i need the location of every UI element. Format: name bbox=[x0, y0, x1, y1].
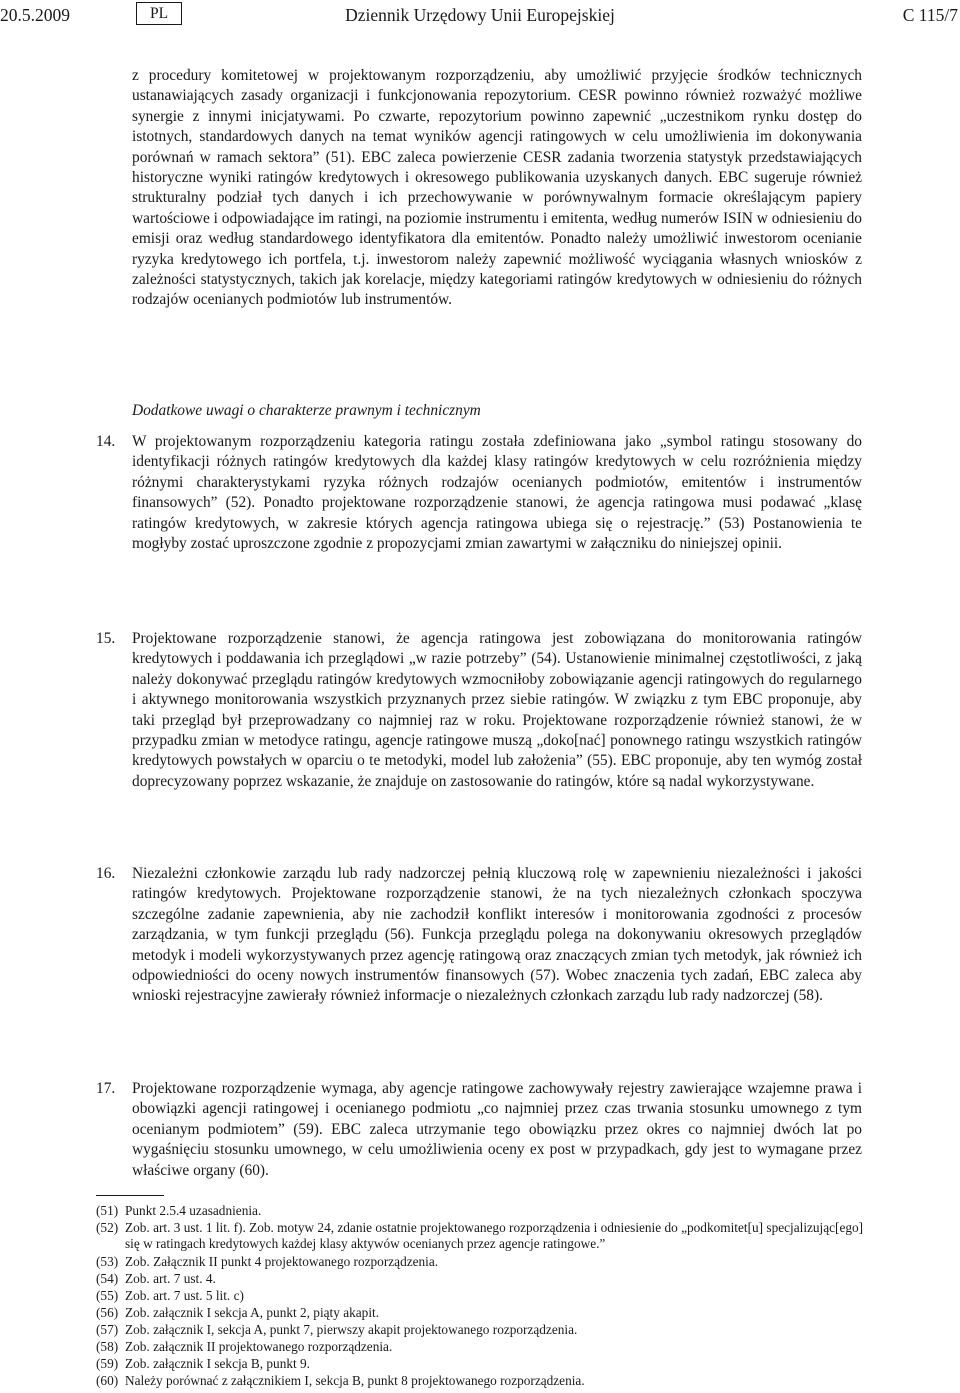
paragraph-17 bbox=[96, 1079, 862, 1181]
footnote-separator bbox=[96, 1195, 164, 1196]
footnote-number: (59) bbox=[96, 1356, 119, 1371]
journal-title: Dziennik Urzędowy Unii Europejskiej bbox=[345, 5, 615, 25]
intro-paragraph: z procedury komitetowej w projektowanym rozporządzeniu, aby umożliwić przyjęcie środków technicznych ustanawiających zasady organizacji i funkcjonowania repozytorium. CESR powinno również rozważyć możliwe synergie z innymi inicjatywami. Po czwarte, repozytorium powinno zapewnić „uczestnikom rynku dostęp do istotnych, standardowych danych na temat wyników agencji ratingowych w celu umożliwienia im dokonywania porównań w ramach sektora” (51). EBC zaleca powierzenie CESR zadania tworzenia statystyk przedstawiających historyczne wyniki ratingów kredytowych i okresowego publikowania uzyskanych danych. EBC sugeruje również strukturalny podział tych danych i ich przechowywanie w porównywalnym formacie określającym papiery wartościowe i odpowiadające im ratingi, na poziomie instrumentu i emitenta, według numerów ISIN w odniesieniu do emisji oraz według standardowego identyfikatora dla emitentów. Ponadto należy umożliwić inwestorom ocenianie ryzyka kredytowego ich portfela, t.j. inwestorom należy zapewnić możliwość wyciągania własnych wniosków z zależności statystycznych, takich jak korelacje, między kategoriami ratingów kredytowych w odniesieniu do różnych rodzajów ocenianych podmiotów lub instrumentów. bbox=[132, 67, 862, 309]
paragraph-14 bbox=[96, 432, 862, 554]
footnote-text: Zob. załącznik I sekcja B, punkt 9. bbox=[125, 1356, 310, 1371]
language-box: PL bbox=[136, 2, 182, 25]
footnote-number: (56) bbox=[96, 1305, 119, 1320]
page-header bbox=[0, 5, 960, 31]
footnote bbox=[96, 1203, 864, 1219]
paragraph-text: Projektowane rozporządzenie stanowi, że agencja ratingowa jest zobowiązana do monitorowania ratingów kredytowych i poddawania ich przeglądowi „w razie potrzeby” (54). Ustanowienie minimalnej częstotliwości, z jaką należy dokonywać przeglądu ratingów kredytowych wzmocniłoby zobowiązanie agencji ratingowych do regularnego i aktywnego monitorowania wszystkich przyznanych przez siebie ratingów. W związku z tym EBC proponuje, aby taki przegląd był przeprowadzany co najmniej raz w roku. Projektowane rozporządzenie również stanowi, że w przypadku zmian w metodyce ratingu, agencje ratingowe muszą „doko[nać] ponownego ratingu wszystkich ratingów kredytowych powstałych w oparciu o te metodyki, model lub założenia” (55). EBC proponuje, aby ten wymóg został doprecyzowany poprzez wskazanie, że znajduje on zastosowanie do ratingów, które są nadal wykorzystywane. bbox=[132, 630, 862, 790]
paragraph-number: 15. bbox=[96, 630, 116, 647]
footnote-text: Punkt 2.5.4 uzasadnienia. bbox=[125, 1203, 262, 1218]
footnote-number: (54) bbox=[96, 1271, 119, 1286]
footnote-text: Należy porównać z załącznikiem I, sekcja B, punkt 8 projektowanego rozporządzenia. bbox=[125, 1373, 585, 1388]
footnote-number: (55) bbox=[96, 1288, 119, 1303]
paragraph-text: Niezależni członkowie zarządu lub rady nadzorczej pełnią kluczową rolę w zapewnieniu niezależności i jakości ratingów kredytowych. Projektowane rozporządzenie stanowi, że na tych niezależnych członkach spoczywa szczególne zadanie zapewnienia, aby nie zachodził konflikt interesów i monitorowania zgodności z procesów zarządzania, w tym funkcji przeglądu (56). Funkcja przeglądu polega na dokonywaniu okresowych przeglądów metodyk i modeli wykorzystywanych przez agencję ratingową oraz znaczących zmian tych metodyk, jak również ich odpowiedniości do oceny nowych instrumentów finansowych (57). Wobec znaczenia tych zadań, EBC zaleca aby wnioski rejestracyjne zawierały również informacje o niezależnych członkach zarządu lub rady nadzorczej (58). bbox=[132, 865, 862, 1005]
footnote bbox=[96, 1322, 864, 1338]
footnote-text: Zob. załącznik II projektowanego rozporządzenia. bbox=[125, 1339, 393, 1354]
paragraph-number: 16. bbox=[96, 865, 116, 882]
paragraph-number: 14. bbox=[96, 433, 116, 450]
footnote bbox=[96, 1288, 864, 1304]
publication-date: 20.5.2009 bbox=[0, 5, 70, 25]
footnote bbox=[96, 1271, 864, 1287]
footnote bbox=[96, 1339, 864, 1355]
footnote-number: (51) bbox=[96, 1203, 119, 1218]
page-number: C 115/7 bbox=[902, 5, 958, 25]
footnote-number: (57) bbox=[96, 1322, 119, 1337]
footnote-text: Zob. art. 7 ust. 4. bbox=[125, 1271, 216, 1286]
footnote-text: Zob. art. 7 ust. 5 lit. c) bbox=[125, 1288, 244, 1303]
paragraph-number: 17. bbox=[96, 1080, 116, 1097]
paragraph-text: Projektowane rozporządzenie wymaga, aby agencje ratingowe zachowywały rejestry zawierające wzajemne prawa i obowiązki agencji ratingowej i ocenianego podmiotu „co najmniej przez czas trwania stosunku umownego z tym ocenianym podmiotem” (59). EBC zaleca utrzymanie tego obowiązku przez okres co najmniej dwóch lat po wygaśnięciu stosunku umownego, w celu umożliwienia oceny ex post w przypadkach, gdy jest to wymagane przez właściwe organy (60). bbox=[132, 1080, 862, 1179]
footnote bbox=[96, 1220, 864, 1252]
footnote-number: (60) bbox=[96, 1373, 119, 1388]
section-heading: Dodatkowe uwagi o charakterze prawnym i technicznym bbox=[132, 402, 481, 419]
footnote bbox=[96, 1356, 864, 1372]
footnote-text: Zob. załącznik I, sekcja A, punkt 7, pierwszy akapit projektowanego rozporządzenia. bbox=[125, 1322, 578, 1337]
footnote-number: (52) bbox=[96, 1220, 119, 1235]
footnote-text: Zob. art. 3 ust. 1 lit. f). Zob. motyw 24, zdanie ostatnie projektowanego rozporządzenia i odniesienie do „podkomitet[u] specjalizując[ego] się w ratingach kredytowych każdej klasy aktywów ocenianych przez agencje ratingowe.” bbox=[125, 1220, 864, 1252]
footnote bbox=[96, 1254, 864, 1270]
footnote-number: (58) bbox=[96, 1339, 119, 1354]
paragraph-15 bbox=[96, 629, 862, 792]
paragraph-text: W projektowanym rozporządzeniu kategoria ratingu została zdefiniowana jako „symbol ratingu stosowany do identyfikacji różnych ratingów kredytowych dla każdej klasy ratingów kredytowych w celu rozróżnienia między różnymi charakterystykami ryzyka różnych rodzajów ocenianych podmiotów, emitentów i instrumentów finansowych” (52). Ponadto projektowane rozporządzenie stanowi, że agencja ratingowa musi podawać „klasę ratingów kredytowych, w zakresie których agencja ratingowa ubiega się o rejestrację.” (53) Postanowienia te mogłyby zostać uproszczone zgodnie z propozycjami zmian zawartymi w załączniku do niniejszej opinii. bbox=[132, 433, 862, 553]
footnote-text: Zob. załącznik I sekcja A, punkt 2, piąty akapit. bbox=[125, 1305, 380, 1320]
paragraph-16 bbox=[96, 864, 862, 1007]
footnote-text: Zob. Załącznik II punkt 4 projektowanego rozporządzenia. bbox=[125, 1254, 439, 1269]
footnote bbox=[96, 1305, 864, 1321]
footnote-number: (53) bbox=[96, 1254, 119, 1269]
footnote bbox=[96, 1373, 864, 1389]
